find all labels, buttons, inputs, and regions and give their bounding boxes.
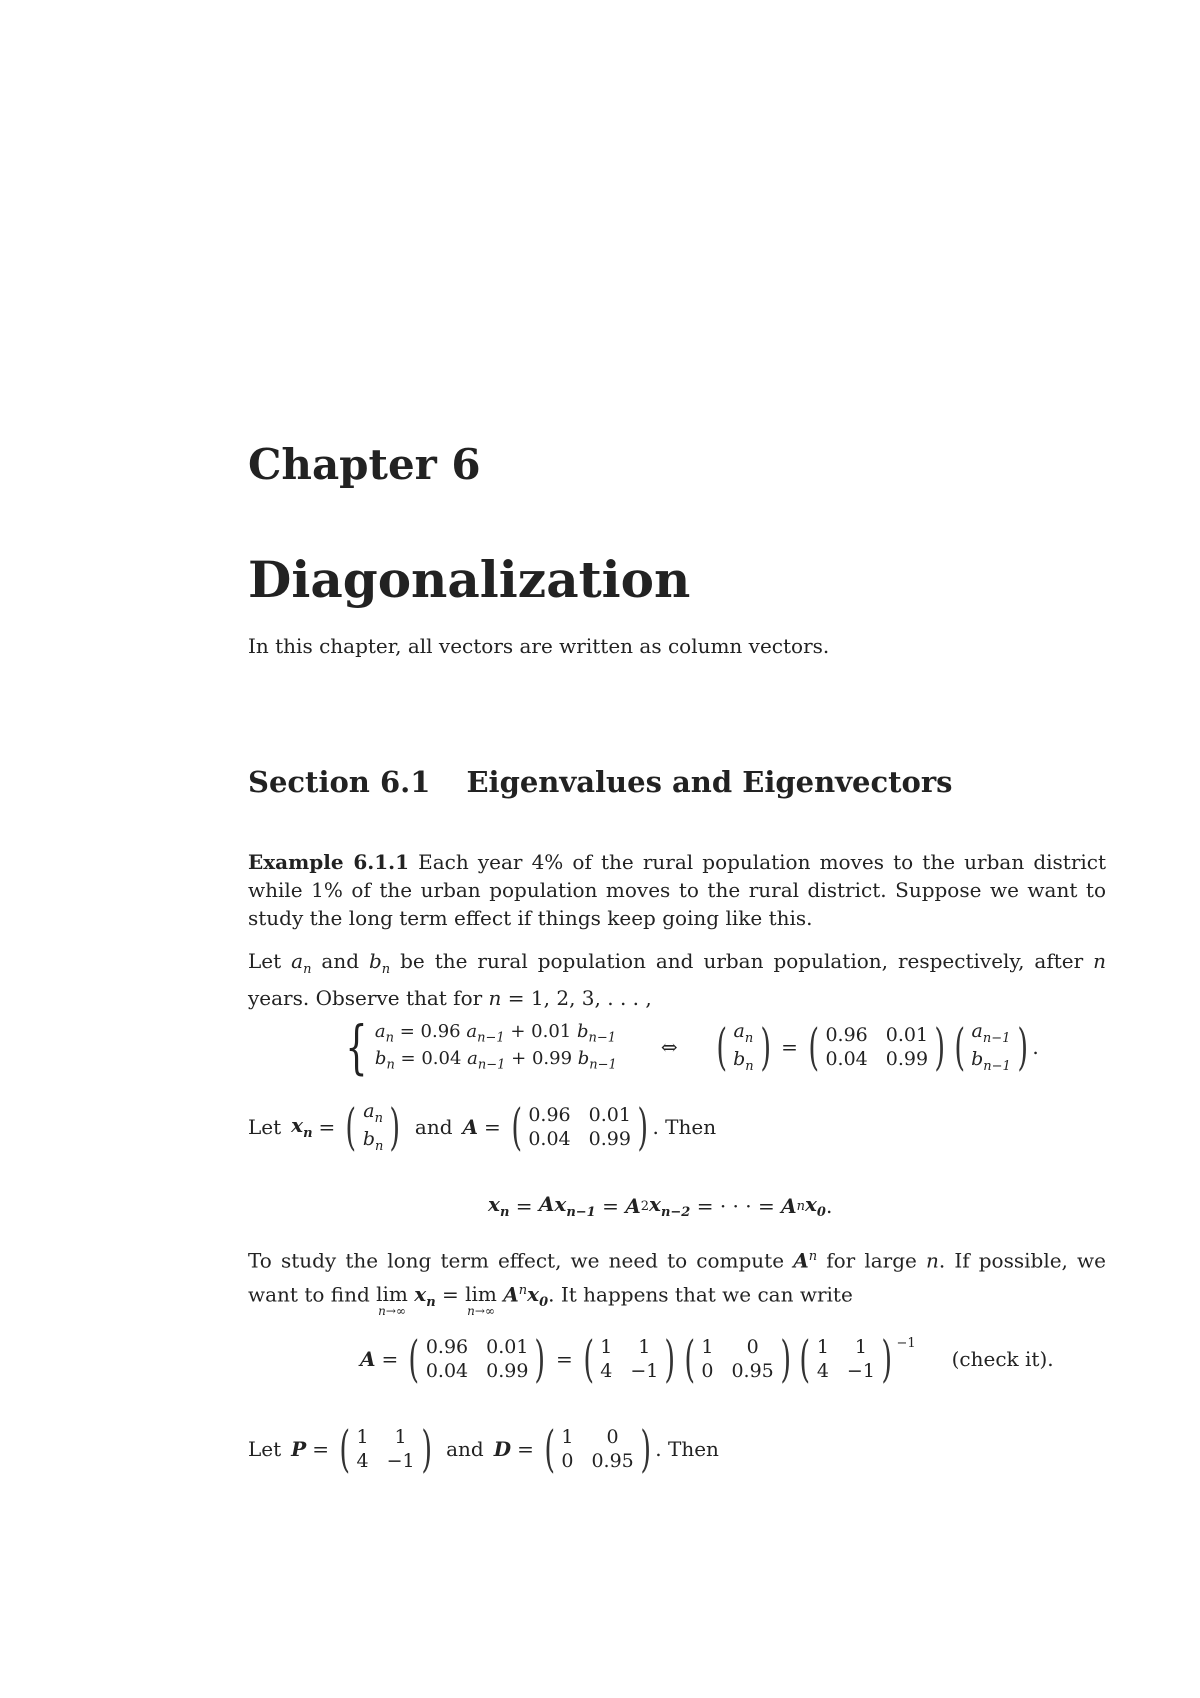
recurrence-system: $a_n = 0.96$ $a_{n-1} + 0.01$ $b_{n-1}$ $b_n = 0.04$ $a_{n-1} + 0.99$ $b_{n-1}$: [374, 1021, 617, 1073]
matrix-d-display: 1 0 0 0.95: [701, 1336, 774, 1382]
matrix-p-display-1: 1 1 4 −1: [600, 1336, 659, 1382]
iteration-equation: $x_n$ = $Ax_{n-1}$ = A 2 $x_{n-2}$ = · · · = A n $x_0$ .: [488, 1192, 833, 1220]
example-label: Example 6.1.1: [248, 850, 409, 874]
matrix-d-inline: 1 0 0 0.95: [561, 1426, 634, 1472]
chapter-label: Chapter 6: [248, 440, 481, 489]
example-text: Each year 4% of the rural population moves to the urban district while 1% of the urban population moves to the rural district. Suppose we want to study the long term effect if things keep going like this.: [248, 850, 1107, 930]
long-term-paragraph: To study the long term effect, we need to compute $A^n$ for large n. If possible, we want to find lim n→∞ $x_n$ = lim n→∞ $A^nx_0$. It happens that we can write: [248, 1248, 1106, 1319]
matrix-p-inverse-display: 1 1 4 −1: [816, 1336, 875, 1382]
matrix-a-inline-1: 0.96 0.01 0.04 0.99: [825, 1024, 929, 1070]
diagonalization-equation: A = ( 0.96 0.01 0.04 0.99 ) = ( 1 1 4 −1 ) ( 1 0 0 0.95 ) ( 1 1 4 −1 ) $^{-1}$ (check it).: [360, 1330, 1054, 1388]
let-p-d-line: Let P = ( 1 1 4 −1 ) and D = ( 1 0 0 0.95 ) . Then: [248, 1420, 719, 1478]
chapter-intro: In this chapter, all vectors are written as column vectors.: [248, 634, 830, 658]
matrix-a-display: 0.96 0.01 0.04 0.99: [425, 1336, 529, 1382]
section-heading: [248, 765, 953, 799]
matrix-a-inline-2: 0.96 0.01 0.04 0.99: [528, 1103, 631, 1150]
recurrence-equation: { $a_n = 0.96$ $a_{n-1} + 0.01$ $b_{n-1}$ $b_n = 0.04$ $a_{n-1} + 0.99$ $b_{n-1}$ ⇔ ( $a_n$ $b_n$ ) = ( 0.96 0.01 0.04 0.99 ) ( $a_{n-1}$ $b_{n-1}$ ) .: [345, 1013, 1039, 1081]
section-number: Section 6.1: [248, 765, 431, 799]
matrix-p-inline: 1 1 4 −1: [356, 1426, 415, 1472]
chapter-title: Diagonalization: [248, 550, 691, 609]
section-title: Eigenvalues and Eigenvectors: [466, 765, 953, 799]
example-paragraph: [248, 848, 1106, 932]
let-xn-line: Let $x_n$ = ( $a_n$ $b_n$ ) and A = ( 0.96 0.01 0.04 0.99 ) . Then: [248, 1097, 717, 1156]
definition-paragraph: Let $a_n$ and $b_n$ be the rural population and urban population, respectively, after n years. Observe that for n = 1, 2, 3, . . . ,: [248, 949, 1107, 1010]
check-it-note: (check it).: [951, 1347, 1054, 1371]
